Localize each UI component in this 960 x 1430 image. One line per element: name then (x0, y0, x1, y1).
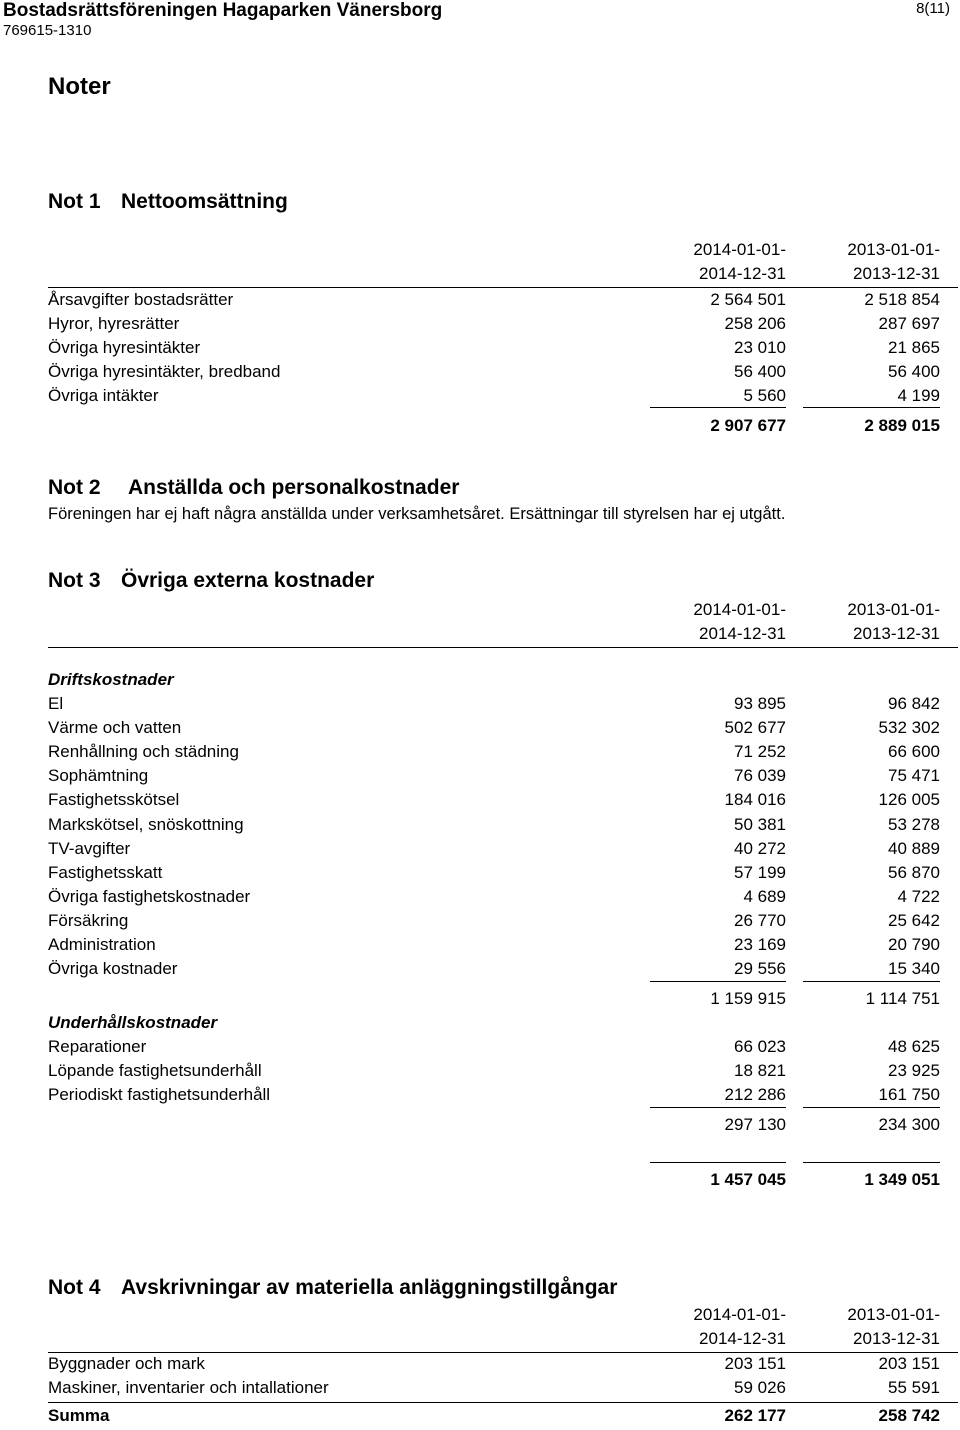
note-3-heading (48, 569, 374, 593)
note-3-number: Not 3 (48, 569, 101, 592)
note-1-col-2014-start: 2014-01-01- (693, 240, 786, 259)
organization-number: 769615-1310 (3, 22, 92, 39)
table-row: Fastighetsskötsel 184 016 126 005 (48, 790, 940, 809)
note-4-col-2014-start: 2014-01-01- (693, 1305, 786, 1324)
table-row: Årsavgifter bostadsrätter 2 564 501 2 518 854 (48, 290, 940, 309)
grand-total-rule-2013 (803, 1162, 940, 1163)
note-4-col-2013-end: 2013-12-31 (853, 1329, 940, 1348)
note-4-header-rule (48, 1352, 958, 1353)
table-row: Övriga fastighetskostnader 4 689 4 722 (48, 887, 940, 906)
note-3-col-2013-start: 2013-01-01- (847, 600, 940, 619)
table-row: Markskötsel, snöskottning 50 381 53 278 (48, 815, 940, 834)
note-3-title: Övriga externa kostnader (121, 569, 375, 592)
table-row: Övriga hyresintäkter, bredband 56 400 56 400 (48, 362, 940, 381)
underhall-sum-rule-2013 (803, 1107, 940, 1108)
table-row: TV-avgifter 40 272 40 889 (48, 839, 940, 858)
note-3-header-rule (48, 647, 958, 648)
table-row: El 93 895 96 842 (48, 694, 940, 713)
table-row: Administration 23 169 20 790 (48, 935, 940, 954)
note-4-sum-row: Summa 262 177 258 742 (48, 1406, 940, 1425)
note-3-col-2014-start: 2014-01-01- (693, 600, 786, 619)
table-row: Löpande fastighetsunderhåll 18 821 23 925 (48, 1061, 940, 1080)
table-row: Periodiskt fastighetsunderhåll 212 286 161 750 (48, 1085, 940, 1104)
note-1-heading (48, 190, 288, 214)
note-4-number: Not 4 (48, 1276, 101, 1299)
note-3-col-2013-end: 2013-12-31 (853, 624, 940, 643)
table-row: Reparationer 66 023 48 625 (48, 1037, 940, 1056)
underhall-total-row: 297 130 234 300 (724, 1115, 940, 1134)
table-row: Renhållning och städning 71 252 66 600 (48, 742, 940, 761)
table-row: Hyror, hyresrätter 258 206 287 697 (48, 314, 940, 333)
table-row: Övriga kostnader 29 556 15 340 (48, 959, 940, 978)
table-row: Fastighetsskatt 57 199 56 870 (48, 863, 940, 882)
organization-name: Bostadsrättsföreningen Hagaparken Vänersborg (3, 0, 443, 21)
page-title: Noter (48, 73, 111, 100)
table-row: Övriga intäkter 5 560 4 199 (48, 386, 940, 405)
table-row: Värme och vatten 502 677 532 302 (48, 718, 940, 737)
note-3-col-2014-end: 2014-12-31 (699, 624, 786, 643)
grand-total-rule-2014 (650, 1162, 786, 1163)
note-2-heading (48, 476, 459, 500)
drift-sum-rule-2014 (650, 981, 786, 982)
note-4-col-2014-end: 2014-12-31 (699, 1329, 786, 1348)
note-4-col-2013-start: 2013-01-01- (847, 1305, 940, 1324)
note-4-heading (48, 1276, 617, 1300)
table-row: Övriga hyresintäkter 23 010 21 865 (48, 338, 940, 357)
table-row: Försäkring 26 770 25 642 (48, 911, 940, 930)
note-1-col-2014-end: 2014-12-31 (699, 264, 786, 283)
drift-total-row: 1 159 915 1 114 751 (710, 989, 940, 1008)
table-row: Byggnader och mark 203 151 203 151 (48, 1354, 940, 1373)
note-1-sum-rule-2013 (803, 407, 940, 408)
underhall-sum-rule-2014 (650, 1107, 786, 1108)
note-1-title: Nettoomsättning (121, 190, 288, 213)
note-1-col-2013-start: 2013-01-01- (847, 240, 940, 259)
drift-heading: Driftskostnader (48, 670, 174, 689)
note-1-total-row: 2 907 677 2 889 015 (710, 416, 940, 435)
table-row: Sophämtning 76 039 75 471 (48, 766, 940, 785)
page-number: 8(11) (916, 0, 950, 17)
note-4-sum-rule (48, 1402, 958, 1403)
note-1-header-rule (48, 287, 958, 288)
note-1-sum-rule-2014 (650, 407, 786, 408)
note-3-grand-total-row: 1 457 045 1 349 051 (710, 1170, 940, 1189)
note-2-text: Föreningen har ej haft några anställda under verksamhetsåret. Ersättningar till styrelsen har ej utgått. (48, 505, 786, 523)
underhall-heading: Underhållskostnader (48, 1013, 218, 1032)
note-1-number: Not 1 (48, 190, 101, 213)
note-2-number: Not 2 (48, 476, 101, 499)
table-row: Maskiner, inventarier och intallationer 59 026 55 591 (48, 1378, 940, 1397)
note-2-title: Anställda och personalkostnader (128, 476, 460, 499)
note-1-col-2013-end: 2013-12-31 (853, 264, 940, 283)
drift-sum-rule-2013 (803, 981, 940, 982)
note-4-title: Avskrivningar av materiella anläggningstillgångar (121, 1276, 618, 1299)
